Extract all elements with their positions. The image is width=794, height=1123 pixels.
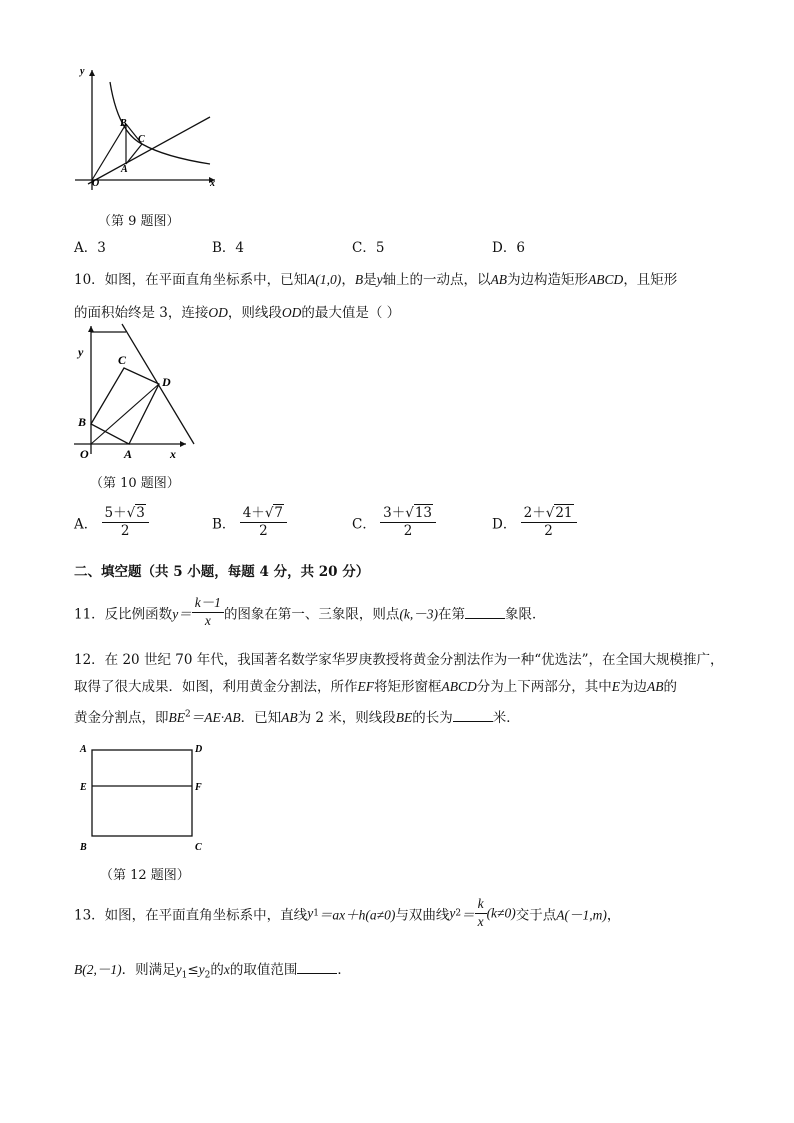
fig9-line-oc (88, 117, 210, 184)
fig10-rect-abcd (91, 368, 159, 444)
q10-option-b: B． $\frac{4+√7}{2}$ (212, 506, 287, 539)
fig12-label-f: F (195, 782, 202, 793)
fig12-label-b: B (80, 842, 87, 853)
q9-option-c: C．5 (352, 240, 385, 256)
fig9-label-c: C (138, 134, 145, 145)
fig12-label-e: E (80, 782, 87, 793)
fig12-label-c: C (195, 842, 202, 853)
figure-12 (76, 740, 211, 855)
q9-option-d: D．6 (492, 240, 525, 256)
q9-option-a: A．3 (74, 240, 106, 256)
fig10-label-x: x (170, 447, 176, 461)
figure-9 (70, 62, 220, 192)
fig10-y-arrow (88, 326, 94, 332)
fig12-label-a: A (80, 744, 87, 755)
q12-answer-blank[interactable] (453, 709, 493, 722)
section-2-title: 二、填空题（共 5 小题，每题 4 分，共 20 分） (74, 564, 370, 580)
fig12-caption: （第 12 题图） (100, 868, 190, 883)
fig9-label-x: x (210, 178, 215, 189)
q13-line-2: B(2,－1)．则满足$y_1\le y_2$的x的取值范围 ． (74, 962, 351, 981)
fig9-label-a: A (121, 164, 128, 175)
q12-line-2: 取得了很大成果．如图，利用黄金分割法，所作EF将矩形窗框ABCD分为上下两部分，其中E为边AB的 (74, 679, 677, 695)
fig10-caption: （第 10 题图） (90, 476, 180, 491)
fig9-line-ac (126, 144, 142, 164)
q10-option-c: C． $\frac{3+√13}{2}$ (352, 506, 436, 539)
fig12-label-d: D (195, 744, 203, 755)
fig9-caption: （第 9 题图） (98, 214, 180, 229)
q13-answer-blank[interactable] (297, 961, 337, 974)
q10-option-d: D． $\frac{2+√21}{2}$ (492, 506, 577, 539)
fig12-window-frame (92, 750, 192, 836)
q9-option-b: B．4 (212, 240, 245, 256)
fig9-label-y: y (80, 66, 85, 77)
q11-line: 11．反比例函数y＝ $\frac{k-1}{x}$ 的图象在第一、三象限，则点(k,－3)在第 象限． (74, 595, 546, 628)
figure-10 (74, 322, 199, 462)
fig10-label-o: O (80, 447, 89, 461)
q13-line-1: 13．如图，在平面直角坐标系中，直线y1＝ax＋h(a≠0)与双曲线y2＝ $\frac{k}{x}$ (k≠0)交于点A(－1,m)， (74, 896, 621, 929)
q12-line-3: 黄金分割点，即$BE^2=AE\cdot AB$．已知AB为 2 米，则线段BE的长为 米． (74, 709, 520, 726)
q12-line-1: 12．在 20 世纪 70 年代，我国著名数学家华罗庚教授将黄金分割法作为一种“优选法”，在全国大规模推广， (74, 652, 724, 668)
q10-line-2: 的面积始终是 3，连接OD，则线段OD的最大值是（ ） (74, 305, 401, 321)
q10-option-a: A． $\frac{5+√3}{2}$ (74, 506, 149, 539)
q10-line-1: 10．如图，在平面直角坐标系中，已知A(1,0)，B是y轴上的一动点，以AB为边构造矩形ABCD，且矩形 (74, 272, 678, 288)
fig10-x-arrow (180, 441, 186, 447)
fig9-label-o: O (92, 178, 100, 189)
q11-answer-blank[interactable] (465, 606, 505, 619)
fig10-label-b: B (78, 415, 87, 429)
fig10-label-a: A (124, 447, 133, 461)
fig9-label-b: B (120, 118, 127, 129)
fig10-line-od (91, 384, 159, 444)
fig10-label-y: y (78, 345, 84, 359)
fig10-label-c: C (118, 353, 127, 367)
fig10-label-d: D (162, 375, 171, 389)
fig9-y-arrow (89, 70, 95, 76)
